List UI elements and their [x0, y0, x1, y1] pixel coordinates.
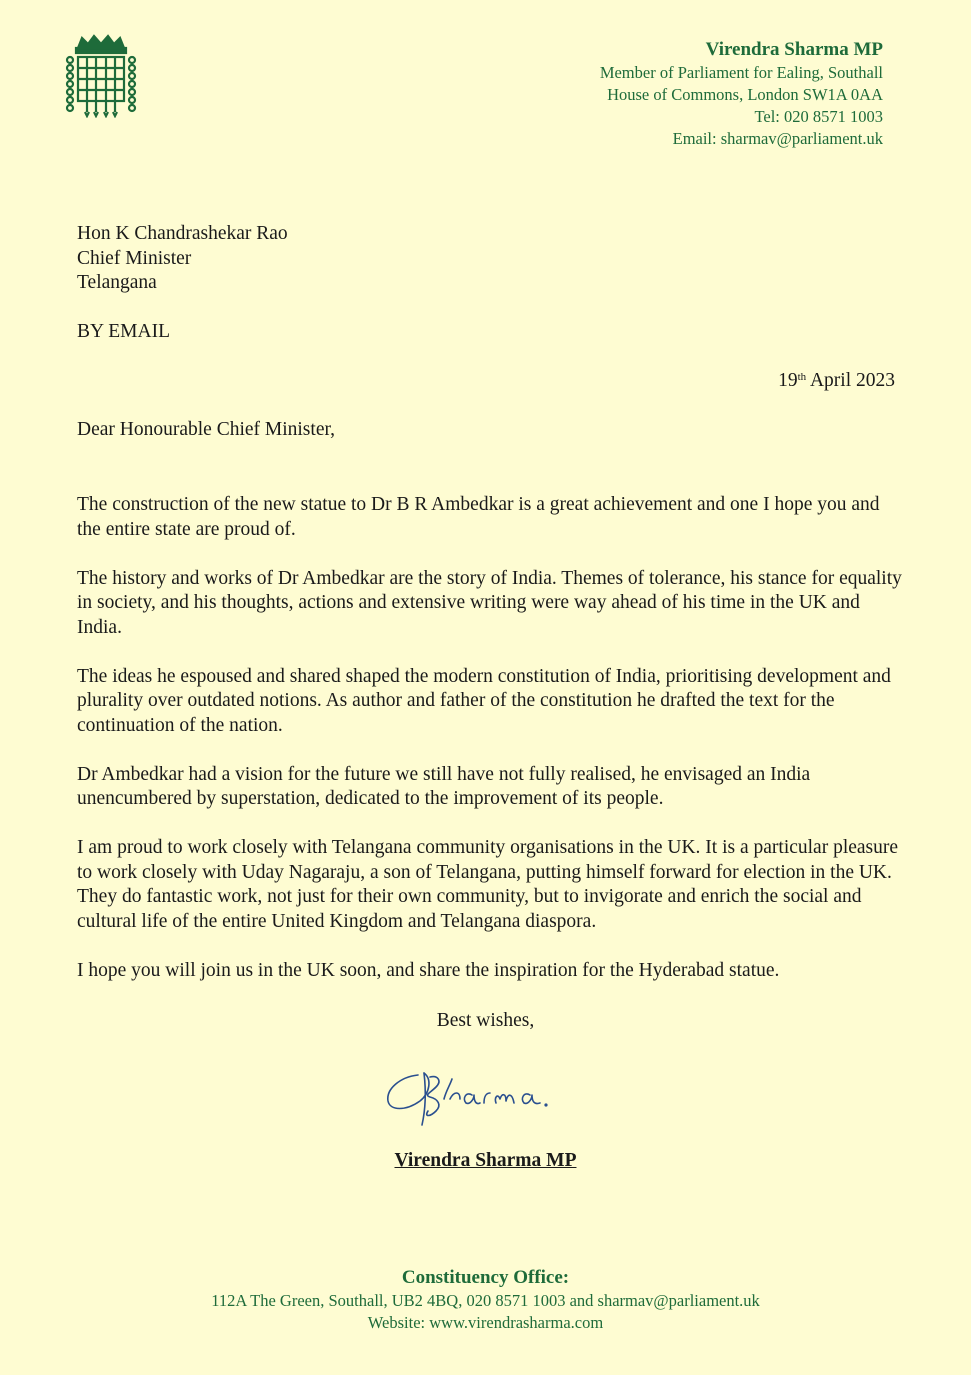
- letterhead-tel: Tel: 020 8571 1003: [754, 107, 883, 126]
- letterhead: [600, 38, 883, 150]
- footer-address: 112A The Green, Southall, UB2 4BQ, 020 8571 1003 and sharmav@parliament.uk: [211, 1291, 760, 1310]
- recipient-name: Hon K Chandrashekar Rao: [77, 223, 288, 244]
- signatory-name: Virendra Sharma MP: [394, 1150, 577, 1171]
- portcullis-icon: [64, 32, 138, 118]
- letterhead-name: Virendra Sharma MP: [705, 39, 883, 60]
- closing: Best wishes,: [436, 1010, 535, 1031]
- handwritten-signature: [380, 1055, 590, 1135]
- recipient-state: Telangana: [77, 272, 157, 293]
- paragraph: Dr Ambedkar had a vision for the future we still have not fully realised, he envisaged an India unencumbered by superstation, dedicated to the improvement of its people.: [77, 763, 811, 809]
- letterhead-role: Member of Parliament for Ealing, Southall: [599, 63, 883, 82]
- letterhead-email: Email: sharmav@parliament.uk: [672, 129, 883, 148]
- footer-title: Constituency Office:: [401, 1267, 570, 1288]
- paragraph: I hope you will join us in the UK soon, and share the inspiration for the Hyderabad statue.: [77, 959, 780, 981]
- letter-body: [77, 493, 902, 1008]
- date-month-year: April 2023: [806, 370, 895, 391]
- footer-website: Website: www.virendrasharma.com: [367, 1313, 604, 1332]
- paragraph: The construction of the new statue to Dr B R Ambedkar is a great achievement and one I hope you and the entire state are proud of.: [77, 494, 880, 540]
- letter-date: [778, 370, 895, 392]
- date-suffix: th: [797, 371, 807, 383]
- constituency-office-footer: [0, 1266, 971, 1334]
- letterhead-address: House of Commons, London SW1A 0AA: [607, 85, 883, 104]
- paragraph: The ideas he espoused and shared shaped the modern constitution of India, prioritising development and plurality over outdated notions. As author and father of the constitution he drafted the text for the continuation of the nation.: [77, 665, 891, 736]
- paragraph: The history and works of Dr Ambedkar are the story of India. Themes of tolerance, his stance for equality in society, and his thoughts, actions and extensive writing were way ahead of his time in the UK and India.: [77, 567, 902, 638]
- salutation: Dear Honourable Chief Minister,: [77, 419, 336, 440]
- recipient-block: [77, 222, 288, 296]
- recipient-title: Chief Minister: [77, 247, 192, 269]
- delivery-method: BY EMAIL: [77, 321, 170, 342]
- paragraph: I am proud to work closely with Telangana community organisations in the UK. It is a particular pleasure to work closely with Uday Nagaraju, a son of Telangana, putting himself forward for election in the UK. They do fantastic work, not just for their own community, but to invigorate and enrich the social and cultural life of the entire United Kingdom and Telangana diaspora.: [77, 837, 899, 932]
- date-day: 19: [778, 370, 798, 391]
